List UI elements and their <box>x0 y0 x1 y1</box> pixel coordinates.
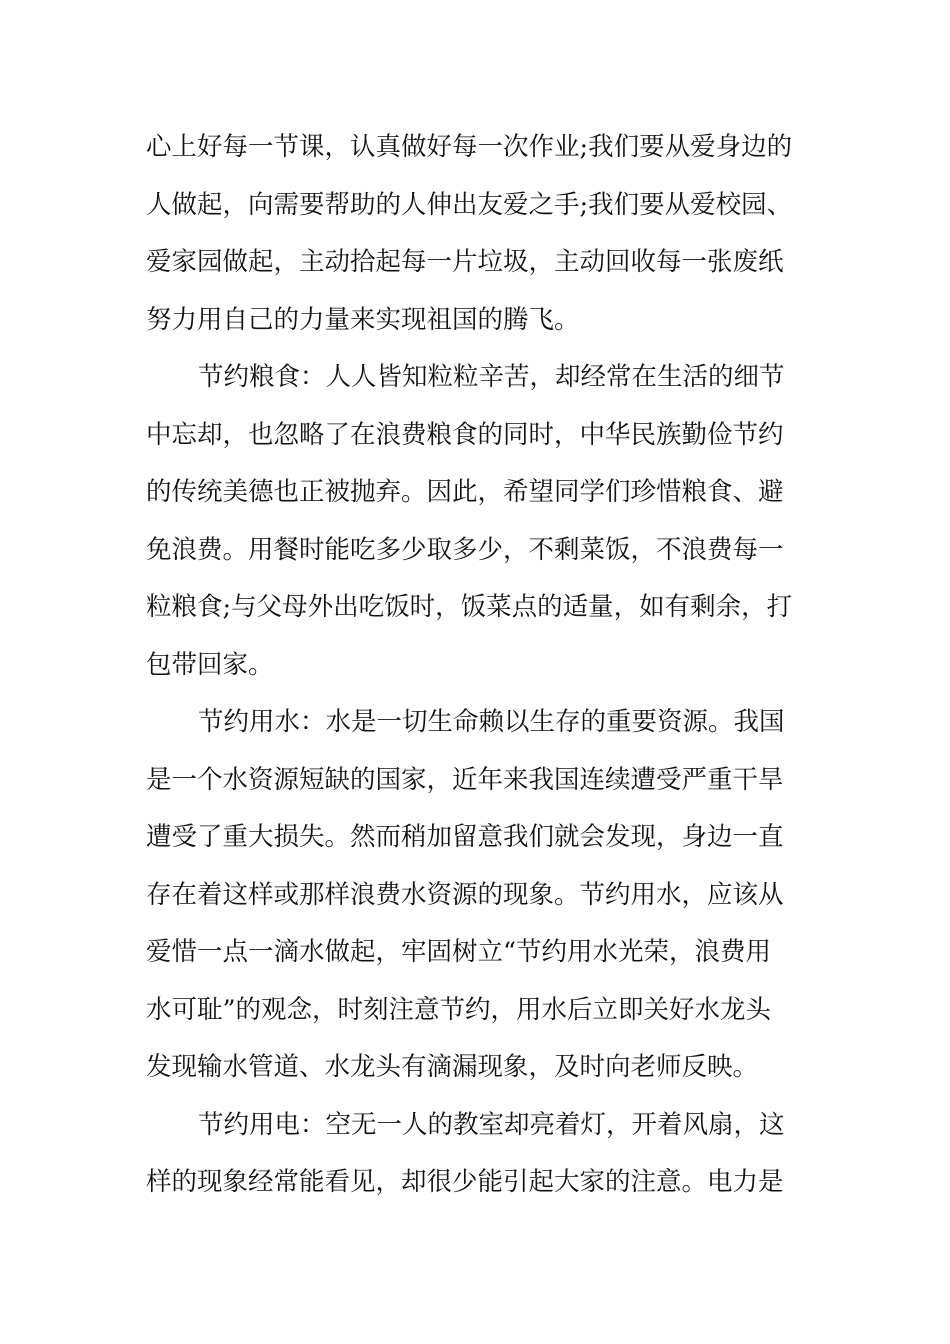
text-line: 包带回家。 <box>146 649 274 680</box>
text-line: 中忘却，也忽略了在浪费粮食的同时，中华民族勤俭节约 <box>146 419 784 450</box>
text-line: 节约粮食：人人皆知粒粒辛苦，却经常在生活的细节 <box>198 362 785 392</box>
text-line: 节约用电：空无一人的教室却亮着灯，开着风扇，这 <box>198 1109 785 1140</box>
text-line: 节约用水：水是一切生命赖以生存的重要资源。我国 <box>198 707 785 737</box>
text-line: 是一个水资源短缺的国家，近年来我国连续遭受严重干旱 <box>146 764 784 795</box>
text-line: 样的现象经常能看见，却很少能引起大家的注意。电力是 <box>146 1167 784 1197</box>
text-line: 心上好每一节课，认真做好每一次作业;我们要从爱身边的 <box>146 132 793 162</box>
body-text <box>146 119 810 1212</box>
text-line: 水可耻”的观念，时刻注意节约，用水后立即关好水龙头 <box>146 994 772 1025</box>
text-line: 遭受了重大损失。然而稍加留意我们就会发现，身边一直 <box>146 822 784 852</box>
text-line: 的传统美德也正被抛弃。因此，希望同学们珍惜粮食、避 <box>146 477 784 507</box>
text-line: 粒粮食;与父母外出吃饭时，饭菜点的适量，如有剩余，打 <box>146 592 793 622</box>
text-line: 努力用自己的力量来实现祖国的腾飞。 <box>146 304 580 335</box>
text-line: 爱家园做起，主动拾起每一片垃圾，主动回收每一张废纸 <box>146 247 784 277</box>
text-line: 发现输水管道、水龙头有滴漏现象，及时向老师反映。 <box>146 1052 759 1082</box>
text-line: 免浪费。用餐时能吃多少取多少，不剩菜饭，不浪费每一 <box>146 534 784 565</box>
text-line: 人做起，向需要帮助的人伸出友爱之手;我们要从爱校园、 <box>146 189 793 220</box>
text-line: 存在着这样或那样浪费水资源的现象。节约用水，应该从 <box>146 879 784 910</box>
text-line: 爱惜一点一滴水做起，牢固树立“节约用水光荣，浪费用 <box>146 937 772 967</box>
